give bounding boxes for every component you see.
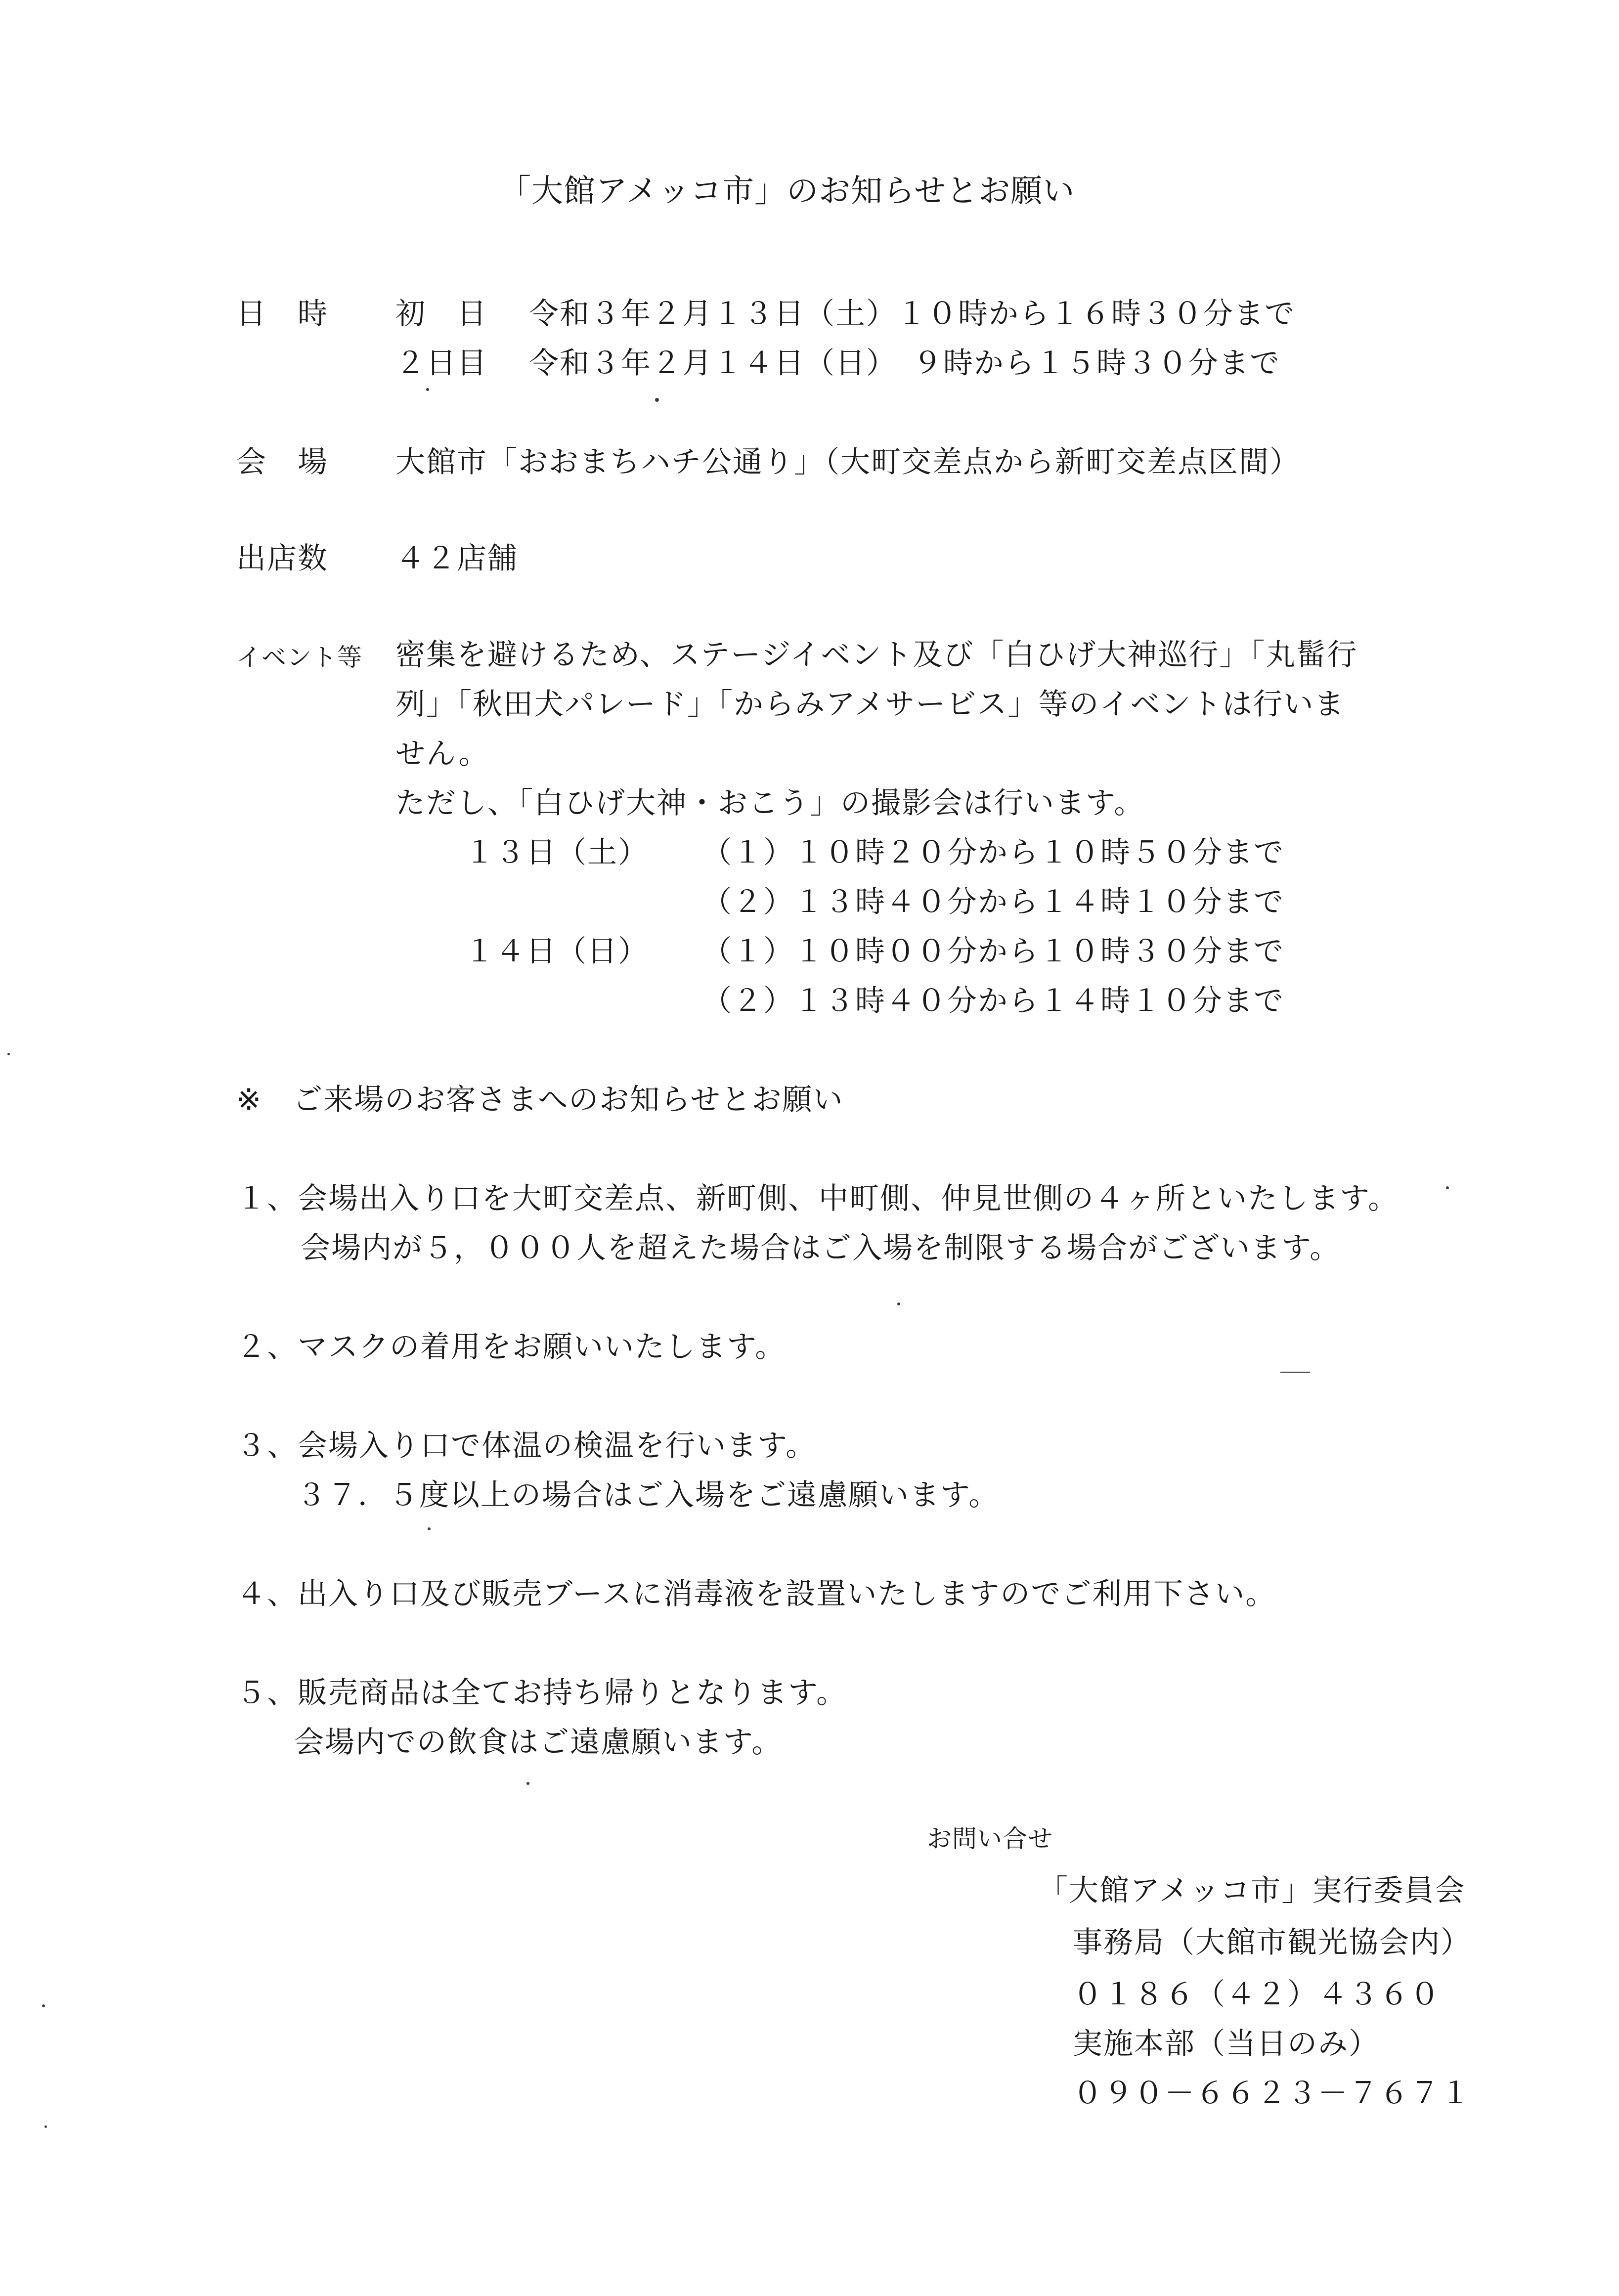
notice-item-1-line-2: 会場内が５，０００人を超えた場合はご入場を制限する場合がございます。: [301, 1231, 1341, 1265]
contact-heading: お問い合せ: [927, 1824, 1053, 1853]
events-label: イベント等: [236, 643, 362, 672]
schedule-day-13: １３日（土）: [465, 835, 649, 870]
events-line-2: 列」「秋田犬パレード」「からみアメサービス」等のイベントは行いま: [395, 687, 1345, 722]
day1-text: 令和３年２月１３日（土）１０時から１６時３０分まで: [529, 297, 1295, 331]
schedule-item: （２）１３時４０分から１４時１０分まで: [702, 885, 1284, 919]
notice-item-2-line-1: ２、マスクの着用をお願いいたします。: [236, 1330, 786, 1364]
scan-speck: [7, 1053, 10, 1055]
events-line-3: せん。: [395, 736, 489, 771]
stores-text: ４２店舗: [395, 541, 518, 576]
contact-org: 「大館アメッコ市」実行委員会: [1038, 1873, 1466, 1908]
scan-speck: [897, 1302, 900, 1305]
day1-label: 初 日: [395, 297, 487, 331]
scan-speck: [526, 1782, 529, 1785]
contact-hq: 実施本部（当日のみ）: [1073, 2027, 1379, 2061]
schedule-item: （２）１３時４０分から１４時１０分まで: [702, 984, 1284, 1018]
scan-speck: [426, 388, 429, 391]
scan-speck: [42, 2004, 45, 2007]
scan-mark: [1280, 1372, 1310, 1373]
notice-item-5-line-1: ５、販売商品は全てお持ち帰りとなります。: [236, 1676, 847, 1710]
events-line-4: ただし、「白ひげ大神・おこう」の撮影会は行います。: [395, 786, 1145, 821]
schedule-day-14: １４日（日）: [465, 934, 649, 969]
datetime-label: 日 時: [236, 297, 328, 331]
contact-office-phone: ０１８６（４２）４３６０: [1073, 1977, 1441, 2012]
events-line-1: 密集を避けるため、ステージイベント及び「白ひげ大神巡行」「丸髷行: [395, 638, 1358, 672]
notice-item-3-line-2: ３７．５度以上の場合はご入場をご遠慮願います。: [297, 1478, 1000, 1513]
schedule-item: （１）１０時２０分から１０時５０分まで: [702, 835, 1284, 870]
schedule-item: （１）１０時００分から１０時３０分まで: [702, 934, 1284, 969]
venue-label: 会 場: [236, 445, 328, 479]
scan-speck: [44, 2125, 47, 2128]
contact-hq-phone: ０９０－６６２３－７６７１: [1073, 2076, 1471, 2111]
day2-label: ２日目: [395, 346, 487, 381]
stores-label: 出店数: [236, 541, 328, 576]
notice-heading: ※ ご来場のお客さまへのお知らせとお願い: [236, 1083, 844, 1117]
document-title: 「大館アメッコ市」のお知らせとお願い: [499, 173, 1075, 210]
scan-speck: [428, 1527, 431, 1530]
day2-text: 令和３年２月１４日（日） ９時から１５時３０分まで: [529, 346, 1280, 381]
scan-speck: [655, 398, 659, 402]
venue-text: 大館市「おおまちハチ公通り」（大町交差点から新町交差点区間）: [395, 445, 1300, 479]
notice-item-1-line-1: １、会場出入り口を大町交差点、新町側、中町側、仲見世側の４ヶ所といたします。: [236, 1181, 1399, 1216]
notice-item-4-line-1: ４、出入り口及び販売ブースに消毒液を設置いたしますのでご利用下さい。: [236, 1577, 1276, 1611]
notice-item-3-line-1: ３、会場入り口で体温の検温を行います。: [236, 1429, 817, 1463]
scan-speck: [1446, 1186, 1449, 1189]
contact-office: 事務局（大館市観光協会内）: [1073, 1925, 1471, 1960]
notice-item-5-line-2: 会場内での飲食はご遠慮願います。: [294, 1725, 783, 1760]
